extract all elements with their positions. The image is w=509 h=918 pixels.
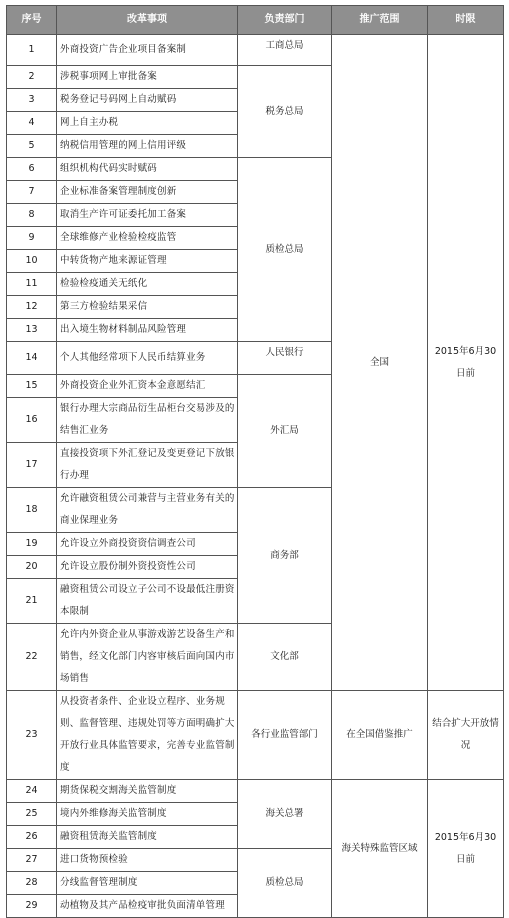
row-seq: 18 <box>7 488 57 533</box>
row-seq: 24 <box>7 780 57 803</box>
row-seq: 12 <box>7 296 57 319</box>
scope-cell: 在全国借鉴推广 <box>332 691 428 780</box>
row-item: 取消生产许可证委托加工备案 <box>57 204 238 227</box>
row-seq: 25 <box>7 803 57 826</box>
row-seq: 14 <box>7 342 57 375</box>
row-item: 全球维修产业检验检疫监管 <box>57 227 238 250</box>
row-seq: 15 <box>7 375 57 398</box>
row-seq: 10 <box>7 250 57 273</box>
row-seq: 9 <box>7 227 57 250</box>
header-seq: 序号 <box>7 6 57 35</box>
row-seq: 8 <box>7 204 57 227</box>
row-item: 出入境生物材料制品风险管理 <box>57 319 238 342</box>
dept-cell: 文化部 <box>238 624 332 691</box>
deadline-cell: 结合扩大开放情况 <box>428 691 504 780</box>
row-item: 允许融资租赁公司兼营与主营业务有关的商业保理业务 <box>57 488 238 533</box>
row-seq: 27 <box>7 849 57 872</box>
row-item: 直接投资项下外汇登记及变更登记下放银行办理 <box>57 443 238 488</box>
dept-cell: 外汇局 <box>238 375 332 488</box>
row-item: 动植物及其产品检疫审批负面清单管理 <box>57 895 238 918</box>
dept-cell: 各行业监管部门 <box>238 691 332 780</box>
row-item: 境内外维修海关监管制度 <box>57 803 238 826</box>
row-item: 融资租赁公司设立子公司不设最低注册资本限制 <box>57 579 238 624</box>
row-item: 进口货物预检验 <box>57 849 238 872</box>
header-deadline: 时限 <box>428 6 504 35</box>
row-seq: 23 <box>7 691 57 780</box>
row-item: 期货保税交割海关监管制度 <box>57 780 238 803</box>
row-item: 网上自主办税 <box>57 112 238 135</box>
row-seq: 20 <box>7 556 57 579</box>
row-seq: 6 <box>7 158 57 181</box>
row-seq: 2 <box>7 66 57 89</box>
row-seq: 11 <box>7 273 57 296</box>
dept-cell: 质检总局 <box>238 158 332 342</box>
header-item: 改革事项 <box>57 6 238 35</box>
scope-cell: 全国 <box>332 35 428 691</box>
deadline-cell: 2015年6月30日前 <box>428 780 504 918</box>
row-item: 中转货物产地来源证管理 <box>57 250 238 273</box>
dept-cell: 税务总局 <box>238 66 332 158</box>
row-seq: 13 <box>7 319 57 342</box>
row-item: 允许内外资企业从事游戏游艺设备生产和销售，经文化部门内容审核后面向国内市场销售 <box>57 624 238 691</box>
dept-cell: 海关总署 <box>238 780 332 849</box>
row-seq: 5 <box>7 135 57 158</box>
row-item: 允许设立外商投资资信调查公司 <box>57 533 238 556</box>
dept-cell: 人民银行 <box>238 342 332 375</box>
header-scope: 推广范围 <box>332 6 428 35</box>
row-seq: 29 <box>7 895 57 918</box>
row-item: 检验检疫通关无纸化 <box>57 273 238 296</box>
row-item: 银行办理大宗商品衍生品柜台交易涉及的结售汇业务 <box>57 398 238 443</box>
dept-cell: 工商总局 <box>238 35 332 66</box>
row-item: 外商投资企业外汇资本金意愿结汇 <box>57 375 238 398</box>
header-row <box>7 6 504 35</box>
table-row <box>7 780 504 803</box>
scope-cell: 海关特殊监管区域 <box>332 780 428 918</box>
row-seq: 22 <box>7 624 57 691</box>
row-item: 融资租赁海关监管制度 <box>57 826 238 849</box>
row-item: 分线监督管理制度 <box>57 872 238 895</box>
deadline-cell: 2015年6月30日前 <box>428 35 504 691</box>
table-row <box>7 691 504 780</box>
table-row <box>7 35 504 66</box>
row-seq: 28 <box>7 872 57 895</box>
row-item: 第三方检验结果采信 <box>57 296 238 319</box>
row-seq: 16 <box>7 398 57 443</box>
row-seq: 17 <box>7 443 57 488</box>
row-item: 涉税事项网上审批备案 <box>57 66 238 89</box>
row-item: 允许设立股份制外资投资性公司 <box>57 556 238 579</box>
header-dept: 负责部门 <box>238 6 332 35</box>
row-item: 纳税信用管理的网上信用评级 <box>57 135 238 158</box>
row-item: 个人其他经常项下人民币结算业务 <box>57 342 238 375</box>
row-item: 从投资者条件、企业设立程序、业务规则、监督管理、违规处罚等方面明确扩大开放行业具体监管要求，完善专业监管制度 <box>57 691 238 780</box>
row-seq: 7 <box>7 181 57 204</box>
row-item: 组织机构代码实时赋码 <box>57 158 238 181</box>
dept-cell: 商务部 <box>238 488 332 624</box>
row-seq: 4 <box>7 112 57 135</box>
row-seq: 26 <box>7 826 57 849</box>
row-seq: 19 <box>7 533 57 556</box>
row-seq: 21 <box>7 579 57 624</box>
row-seq: 1 <box>7 35 57 66</box>
row-item: 外商投资广告企业项目备案制 <box>57 35 238 66</box>
row-item: 税务登记号码网上自动赋码 <box>57 89 238 112</box>
row-seq: 3 <box>7 89 57 112</box>
dept-cell: 质检总局 <box>238 849 332 918</box>
reform-table <box>6 5 504 918</box>
row-item: 企业标准备案管理制度创新 <box>57 181 238 204</box>
